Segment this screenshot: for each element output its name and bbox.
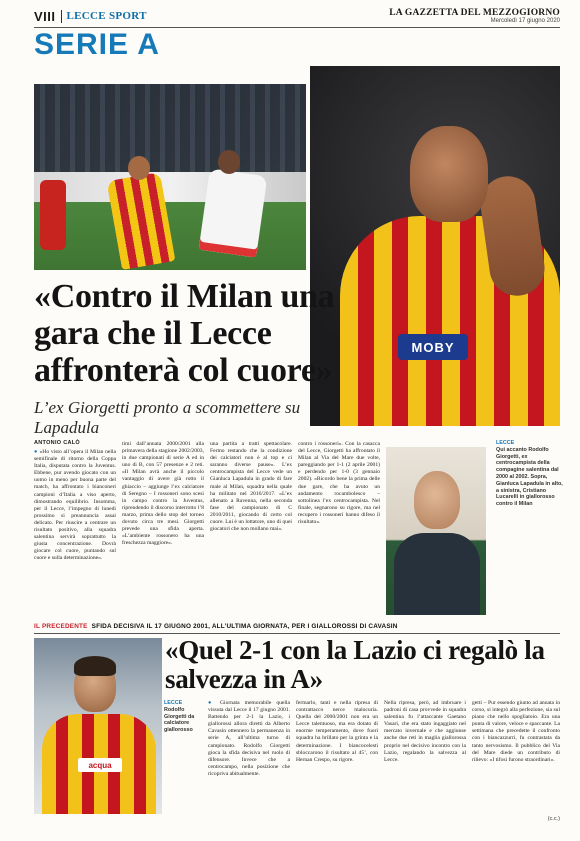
precedent-bar (34, 622, 560, 631)
section-kicker: SERIE A (34, 28, 160, 61)
article2-column-3: Nella ripresa, però, ad imbruare i padroni di casa provvede in squadra salentina fu l’attaccante Gaetano Vasari, che era stato ingaggiato nel mercato invernale e che aggiunse anche due reti in maglia giallorossa proprio nel decisivo incontro con la Lazio, regalando la salvezza al Lecce. (384, 700, 466, 763)
small-sponsor-logo: acqua (78, 758, 122, 772)
article2-column-4: getti – Pur essendo giunto ad annata in corso, si integrò alla perfezione, sia sul piano che nello spogliatoio. Era una punta di valore, veloce e spaccante. La settimana che precedette il confronto con i biancazzurri, fu contrastata da tanto nervosismo. Il pubblico del Via del Mare diede un contributo di rilievo: «I tifosi furono straordinari». (472, 700, 560, 763)
section-rule (34, 633, 560, 634)
author-initials: (c.c.) (547, 816, 560, 822)
caption-label: LECCE (496, 440, 515, 446)
bullet-icon-2: ● (208, 700, 221, 706)
giorgetti-photo (386, 447, 486, 615)
match-photo (34, 84, 306, 270)
precedent-label: IL PRECEDENTE (34, 623, 88, 630)
masthead (389, 8, 560, 24)
byline: ANTONIO CALÒ (34, 440, 80, 446)
hero-head (410, 126, 488, 222)
bullet-icon: ● (34, 449, 40, 455)
lecce-player-head (128, 156, 150, 180)
header-separator (61, 10, 62, 23)
main-subhead: L’ex Giorgetti pronto a scommettere su Lapadula (34, 398, 301, 437)
section-name: LECCE SPORT (66, 10, 147, 22)
milan-player-head (218, 150, 240, 174)
small-hair (74, 656, 116, 676)
page-number: VIII (34, 8, 56, 24)
milan-player-figure (199, 168, 268, 257)
article-column-4: contro i rossoneri». Con la casacca del Lecce, Giorgetti ha affrontato il Milan al Via del Mare due volte, pareggiando per 1-1 (2 aprile 2001) e perdendo per 1-0 (3 gennaio 2002). «Ricordo bene la prima delle due gare, che ha avuto un andamento rocambolesco – sottolinea l’ex centrocampista. Nel finale, segnarono su rigore, ma nel recupero i rossoneri hanno difeso il risultato». (298, 441, 380, 526)
secondary-headline: «Quel 2-1 con la Lazio ci regalò la salvezza in A» (165, 635, 545, 694)
precedent-text: SFIDA DECISIVA IL 17 GIUGNO 2001, ALL’ULTIMA GIORNATA, PER I GIALLOROSSI DI CAVASIN (91, 623, 398, 630)
article2-column-1-text: Giornata memorabile quella vissuta dal Lecce il 17 giugno 2001. Battendo per 2-1 la Lazio, i giallorossi allora diretti da Alberto Cavasin ottennero la permanenza in serie A, all’ultima turno di campionato. Rodolfo Giorgetti gioca la sfida decisiva nel ruolo di difensore. Invece che a centrocampo, nella posizione che ricopriva abitualmente. (208, 700, 290, 777)
photo-caption-left (164, 700, 204, 734)
sponsor-logo: MOBY (398, 334, 468, 360)
caption-text-2: Rodolfo Giorgetti da calciatore giallorosso (164, 706, 195, 734)
coach-head (414, 471, 460, 529)
photo-caption-right (496, 440, 566, 508)
giorgetti-player-photo (34, 638, 162, 814)
article-column-2: timi dall’annata 2000/2001 alla primavera della stagione 2002/2003, in due campionati di serie A ed in uno di B, con 57 presenze e 2 reti. «Il Milan avrà anche il piccolo vantaggio di avere già rotto il ghiaccio – aggiunge l’ex calciatore di Seregno – I rossoneri sono scesi in campo contro la Juventus, riprendendo il discorso interrotto l’8 marzo, prima dello stop del torneo dovuto circa tre mesi. Giorgetti prevede una sfida aperta. «L’ambiente rossonero ha una freschezza maggiore». (122, 441, 204, 547)
article2-column-2: fermarlo, tanti e nella ripresa di contrattacco nerce malocuria. Quella del 2000/2001 non era un Lecce talentuoso, ma era dotato di enorme temperamento, dove fuori squadra ha brillato per la grinta e la determinazione. I biancocelesti sbloccarono il risultato al 45’, con Hernan Crespo, su rigore. (296, 700, 378, 763)
section-tag (34, 9, 147, 24)
page-header (34, 8, 560, 24)
article-column-1 (34, 449, 116, 615)
bench-player-figure (40, 180, 66, 250)
newspaper-name: LA GAZZETTA DEL MEZZOGIORNO (389, 8, 560, 18)
main-headline: «Contro il Milan una gara che il Lecce affronterà col cuore» (34, 278, 335, 389)
coach-body (394, 533, 480, 615)
article2-column-1 (208, 700, 290, 814)
article-column-3: una partita a tratti spettacolare. Fermo restando che la condizione dei calciatori non è al top e ci saranno diverse pause». L’ex centrocampista del Lecce vede un Gianluca Lapadula in grado di fare male al Milan, squadra nella quale ha militato nel 2016/2017. «L’ex allenato a Ravenna, nella seconda fase del campionato di C 2010/2011, giocando di certo col cuore. Lui è un lottatore, uno di quei giocatori che non mollano mai». (210, 441, 292, 533)
article-column-1-text: «Ho visto all’opera il Milan nella semifinale di ritorno della Coppa Italia, disputata contro la Juventus. Ebbene, pur avendo giocato con un uomo in meno per buona parte del match, ha affrontato i bianconeri campioni d’Italia a viso aperto, dimostrando equilibrio. Insomma, per il Lecce, l’impegno di lunedì prossimo si preannuncia assai delicato. Per riuscire a centrare un risultato positivo, alla squadra salentina servirà soprattutto la giusta concentrazione. Dovrà giocare col cuore, puntando sul cuore e sulla determinazione». (34, 449, 116, 562)
caption-text: Qui accanto Rodolfo Giorgetti, ex centrocampista della compagine salentina dal 2000 al 2002. Sopra, Gianluca Lapadula in alto, a sinistra, Cristiano Lucarelli in giallorosso contro il Milan (496, 446, 563, 508)
caption-label-2: LECCE (164, 700, 183, 706)
crowd-background (34, 84, 306, 179)
issue-date: Mercoledì 17 giugno 2020 (490, 18, 560, 24)
